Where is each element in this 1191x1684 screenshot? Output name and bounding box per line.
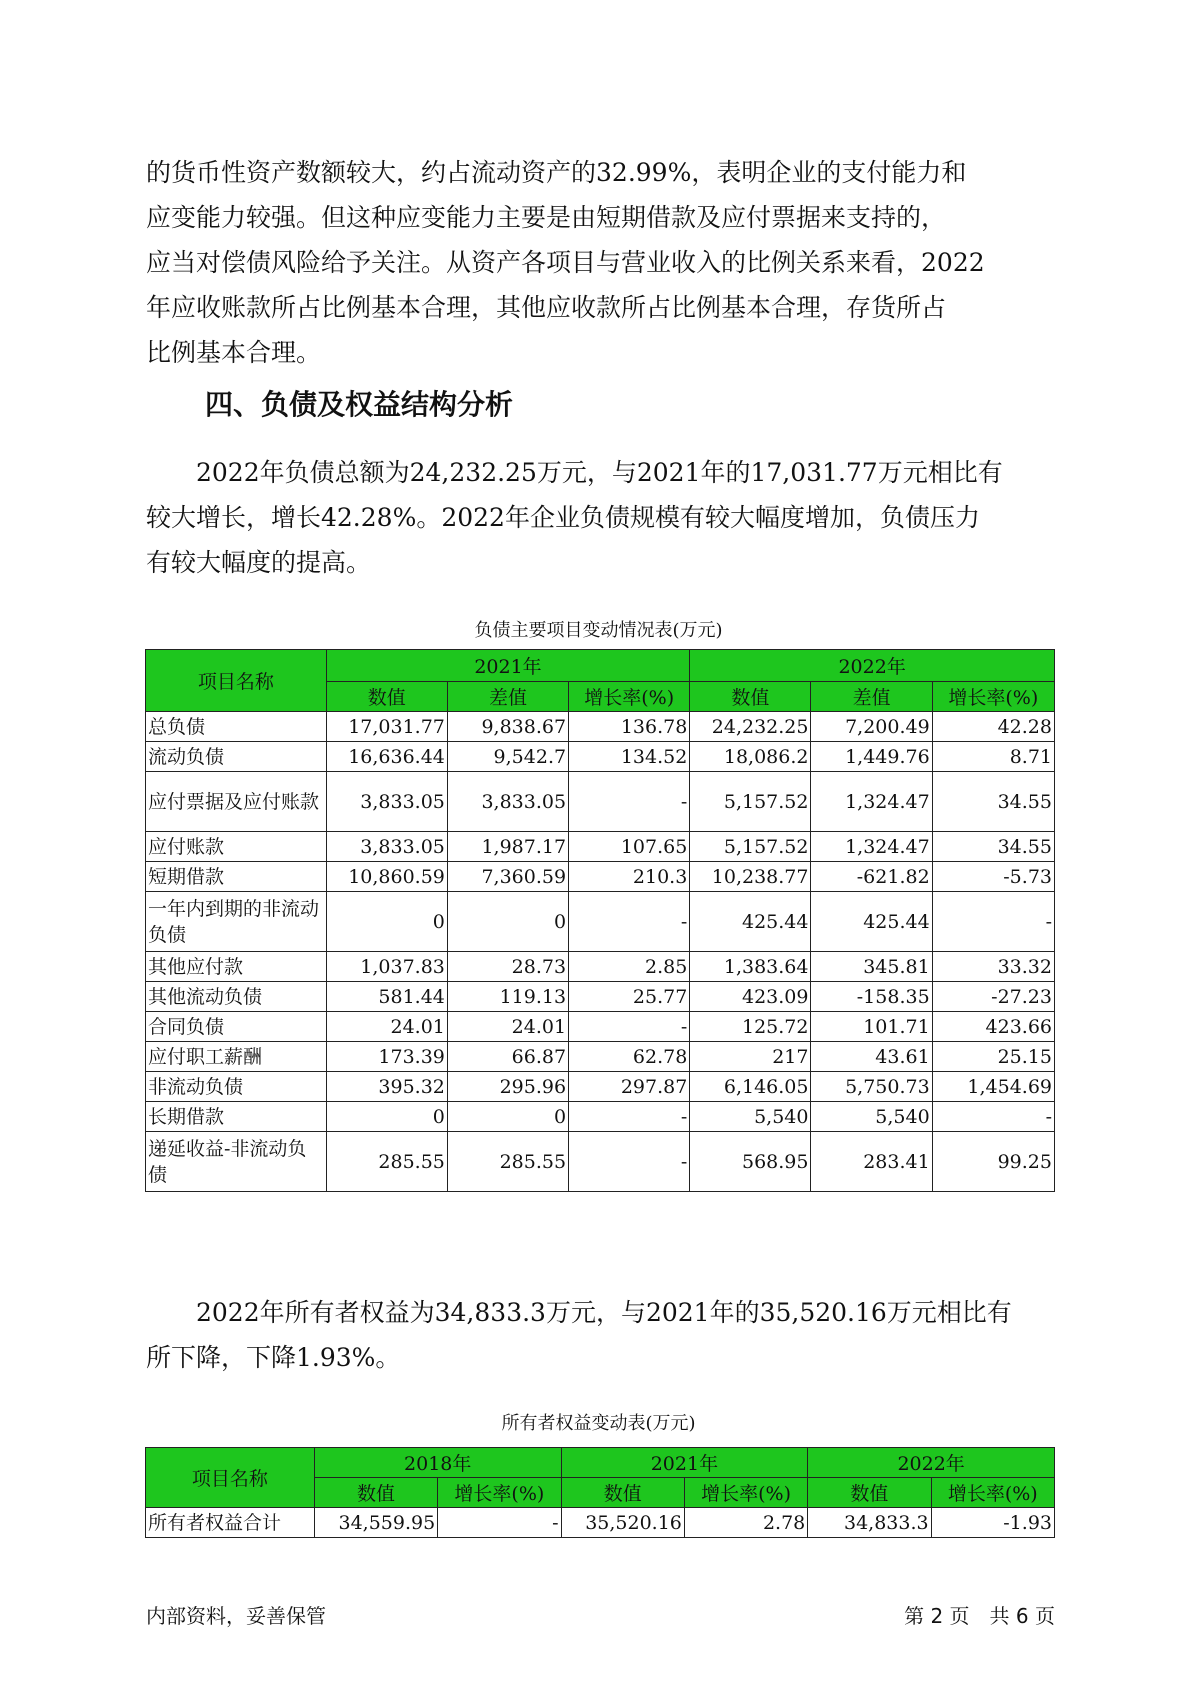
table-row [146, 982, 1055, 1012]
row-value-cell: 5,540 [690, 1102, 811, 1132]
table-row [146, 1132, 1055, 1192]
row-value-cell: 173.39 [326, 1042, 447, 1072]
row-value-cell: 136.78 [569, 712, 690, 742]
row-value-cell: 24.01 [326, 1012, 447, 1042]
header-sub: 增长率(%) [931, 1478, 1054, 1508]
row-item-name: 长期借款 [146, 1102, 327, 1132]
row-value-cell: - [569, 772, 690, 832]
table-row [146, 712, 1055, 742]
row-value-cell: -1.93 [931, 1508, 1054, 1538]
header-sub: 增长率(%) [932, 682, 1054, 712]
header-sub: 增长率(%) [569, 682, 690, 712]
table-row [146, 1072, 1055, 1102]
row-value-cell: 25.15 [932, 1042, 1054, 1072]
row-item-name: 短期借款 [146, 862, 327, 892]
row-value-cell: 1,383.64 [690, 952, 811, 982]
row-value-cell: 34,833.3 [808, 1508, 931, 1538]
row-value-cell: -158.35 [811, 982, 932, 1012]
header-sub: 增长率(%) [438, 1478, 561, 1508]
row-value-cell: 581.44 [326, 982, 447, 1012]
paragraph-line: 应当对偿债风险给予关注。从资产各项目与营业收入的比例关系来看，2022 [146, 248, 985, 277]
footer-confidential-note: 内部资料，妥善保管 [146, 1604, 326, 1628]
row-value-cell: 7,360.59 [447, 862, 568, 892]
row-value-cell: 295.96 [447, 1072, 568, 1102]
row-value-cell: 425.44 [811, 892, 932, 952]
row-value-cell: 5,157.52 [690, 832, 811, 862]
row-value-cell: 1,449.76 [811, 742, 932, 772]
row-item-name: 流动负债 [146, 742, 327, 772]
row-value-cell: 3,833.05 [447, 772, 568, 832]
row-value-cell: -27.23 [932, 982, 1054, 1012]
row-value-cell: - [569, 1132, 690, 1192]
row-value-cell: 210.3 [569, 862, 690, 892]
row-value-cell: 25.77 [569, 982, 690, 1012]
row-value-cell: 43.61 [811, 1042, 932, 1072]
row-value-cell: 5,750.73 [811, 1072, 932, 1102]
row-value-cell: 3,833.05 [326, 832, 447, 862]
row-value-cell: 17,031.77 [326, 712, 447, 742]
row-value-cell: 3,833.05 [326, 772, 447, 832]
paragraph-line: 比例基本合理。 [146, 338, 322, 367]
row-value-cell: 1,987.17 [447, 832, 568, 862]
table-row [146, 1508, 1055, 1538]
header-sub: 差值 [447, 682, 568, 712]
row-value-cell: 33.32 [932, 952, 1054, 982]
row-value-cell: 297.87 [569, 1072, 690, 1102]
row-value-cell: - [569, 1012, 690, 1042]
header-year: 2018年 [314, 1448, 561, 1478]
row-value-cell: 8.71 [932, 742, 1054, 772]
row-value-cell: 1,324.47 [811, 772, 932, 832]
equity-table [145, 1447, 1055, 1538]
paragraph-line: 所下降，下降1.93%。 [146, 1343, 401, 1372]
table-row [146, 952, 1055, 982]
paragraph-line: 2022年所有者权益为34,833.3万元，与2021年的35,520.16万元相比有 [146, 1298, 1012, 1327]
table-row [146, 1042, 1055, 1072]
row-value-cell: 99.25 [932, 1132, 1054, 1192]
row-value-cell: 24,232.25 [690, 712, 811, 742]
paragraph-equity-summary [146, 1290, 1051, 1380]
table-caption-liabilities: 负债主要项目变动情况表(万元) [474, 620, 723, 641]
paragraph-liquidity-analysis [146, 150, 1051, 375]
row-value-cell: 6,146.05 [690, 1072, 811, 1102]
row-value-cell: 134.52 [569, 742, 690, 772]
row-value-cell: - [932, 1102, 1054, 1132]
table-row [146, 892, 1055, 952]
table-row [146, 1102, 1055, 1132]
row-value-cell: 28.73 [447, 952, 568, 982]
header-sub: 数值 [314, 1478, 437, 1508]
header-item-name: 项目名称 [146, 1448, 315, 1508]
row-value-cell: - [438, 1508, 561, 1538]
row-value-cell: 16,636.44 [326, 742, 447, 772]
row-item-name: 递延收益-非流动负债 [146, 1132, 327, 1192]
row-value-cell: 125.72 [690, 1012, 811, 1042]
header-sub: 差值 [811, 682, 932, 712]
header-sub: 增长率(%) [684, 1478, 807, 1508]
row-value-cell: 423.66 [932, 1012, 1054, 1042]
row-item-name: 应付账款 [146, 832, 327, 862]
row-value-cell: 285.55 [326, 1132, 447, 1192]
row-item-name: 合同负债 [146, 1012, 327, 1042]
row-value-cell: - [569, 892, 690, 952]
row-value-cell: 9,542.7 [447, 742, 568, 772]
row-value-cell: - [932, 892, 1054, 952]
row-value-cell: 0 [326, 1102, 447, 1132]
row-item-name: 应付票据及应付账款 [146, 772, 327, 832]
row-value-cell: 1,454.69 [932, 1072, 1054, 1102]
row-value-cell: 425.44 [690, 892, 811, 952]
row-value-cell: 34.55 [932, 832, 1054, 862]
row-value-cell: 1,324.47 [811, 832, 932, 862]
paragraph-line: 年应收账款所占比例基本合理，其他应收款所占比例基本合理，存货所占 [146, 293, 947, 322]
row-value-cell: 10,238.77 [690, 862, 811, 892]
table-row [146, 772, 1055, 832]
row-item-name: 一年内到期的非流动负债 [146, 892, 327, 952]
row-value-cell: 18,086.2 [690, 742, 811, 772]
footer-page-number: 第 2 页 共 6 页 [904, 1604, 1055, 1628]
liabilities-table [145, 649, 1055, 1192]
row-value-cell: 2.85 [569, 952, 690, 982]
row-item-name: 所有者权益合计 [146, 1508, 315, 1538]
row-value-cell: 24.01 [447, 1012, 568, 1042]
row-item-name: 应付职工薪酬 [146, 1042, 327, 1072]
header-year: 2021年 [326, 650, 690, 682]
row-value-cell: 0 [447, 1102, 568, 1132]
row-item-name: 非流动负债 [146, 1072, 327, 1102]
row-value-cell: 0 [447, 892, 568, 952]
header-sub: 数值 [561, 1478, 684, 1508]
header-item-name: 项目名称 [146, 650, 327, 712]
row-value-cell: 0 [326, 892, 447, 952]
table-caption-equity: 所有者权益变动表(万元) [501, 1413, 696, 1434]
row-value-cell: 34,559.95 [314, 1508, 437, 1538]
row-value-cell: 283.41 [811, 1132, 932, 1192]
row-value-cell: 66.87 [447, 1042, 568, 1072]
row-value-cell: 7,200.49 [811, 712, 932, 742]
row-value-cell: 285.55 [447, 1132, 568, 1192]
header-year: 2022年 [808, 1448, 1055, 1478]
header-year: 2021年 [561, 1448, 808, 1478]
row-item-name: 总负债 [146, 712, 327, 742]
row-value-cell: 34.55 [932, 772, 1054, 832]
header-sub: 数值 [808, 1478, 931, 1508]
row-value-cell: 2.78 [684, 1508, 807, 1538]
row-value-cell: 217 [690, 1042, 811, 1072]
row-value-cell: 9,838.67 [447, 712, 568, 742]
row-value-cell: 35,520.16 [561, 1508, 684, 1538]
paragraph-line: 应变能力较强。但这种应变能力主要是由短期借款及应付票据来支持的， [146, 203, 947, 232]
paragraph-line: 的货币性资产数额较大，约占流动资产的32.99%，表明企业的支付能力和 [146, 158, 967, 187]
table-row [146, 832, 1055, 862]
paragraph-line: 2022年负债总额为24,232.25万元，与2021年的17,031.77万元相比有 [146, 458, 1003, 487]
row-value-cell: 10,860.59 [326, 862, 447, 892]
row-value-cell: 119.13 [447, 982, 568, 1012]
table-row [146, 1012, 1055, 1042]
row-value-cell: 1,037.83 [326, 952, 447, 982]
row-value-cell: 395.32 [326, 1072, 447, 1102]
table-row [146, 742, 1055, 772]
row-value-cell: 101.71 [811, 1012, 932, 1042]
row-value-cell: 568.95 [690, 1132, 811, 1192]
row-value-cell: 62.78 [569, 1042, 690, 1072]
row-value-cell: -621.82 [811, 862, 932, 892]
row-value-cell: 5,157.52 [690, 772, 811, 832]
row-value-cell: 345.81 [811, 952, 932, 982]
table-row [146, 862, 1055, 892]
row-value-cell: 42.28 [932, 712, 1054, 742]
header-sub: 数值 [690, 682, 811, 712]
row-value-cell: - [569, 1102, 690, 1132]
row-value-cell: 423.09 [690, 982, 811, 1012]
row-item-name: 其他应付款 [146, 952, 327, 982]
row-value-cell: 107.65 [569, 832, 690, 862]
section-heading: 四、负债及权益结构分析 [205, 388, 514, 421]
paragraph-liability-summary [146, 450, 1051, 585]
paragraph-line: 有较大幅度的提高。 [146, 548, 372, 577]
paragraph-line: 较大增长，增长42.28%。2022年企业负债规模有较大幅度增加，负债压力 [146, 503, 980, 532]
header-year: 2022年 [690, 650, 1055, 682]
row-item-name: 其他流动负债 [146, 982, 327, 1012]
header-sub: 数值 [326, 682, 447, 712]
row-value-cell: 5,540 [811, 1102, 932, 1132]
row-value-cell: -5.73 [932, 862, 1054, 892]
